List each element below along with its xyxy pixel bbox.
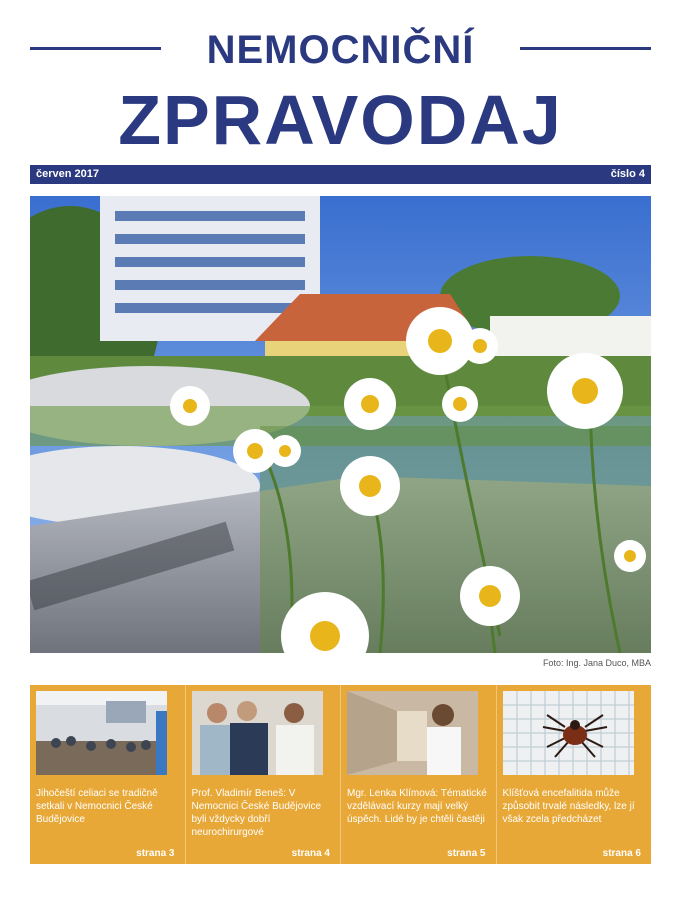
photo-credit: Foto: Ing. Jana Duco, MBA <box>542 658 651 668</box>
tick-photo <box>503 691 634 775</box>
issue-date: červen 2017 <box>36 168 99 180</box>
cover-photo <box>30 196 651 653</box>
article-page-ref: strana 6 <box>602 848 641 859</box>
issue-bar <box>30 165 651 184</box>
issue-number: číslo 4 <box>610 168 645 180</box>
article-page-ref: strana 3 <box>136 848 175 859</box>
cover-photo-illustration <box>30 196 651 653</box>
article-teasers <box>30 685 651 864</box>
article-teaser-text: Klíšťová encefalitida může způsobit trvalé následky, lze jí však zcela předcházet <box>502 788 635 825</box>
article-teaser-4[interactable] <box>497 685 652 864</box>
celiac-meeting-photo <box>36 691 167 775</box>
article-page-ref: strana 5 <box>447 848 486 859</box>
article-teaser-text: Prof. Vladimír Beneš: V Nemocnici České Budějovice byli vždycky dobří neurochirurgové <box>191 788 322 838</box>
nurse-photo <box>347 691 478 775</box>
article-teaser-3[interactable] <box>341 685 497 864</box>
article-page-ref: strana 4 <box>291 848 330 859</box>
masthead-title-line1: NEMOCNIČNÍ <box>206 28 475 72</box>
article-teaser-2[interactable] <box>186 685 342 864</box>
article-teaser-text: Jihočeští celiaci se tradičně setkali v Nemocnici České Budějovice <box>36 788 158 825</box>
surgeons-photo <box>192 691 323 775</box>
article-teaser-1[interactable] <box>30 685 186 864</box>
masthead-title-line2: ZPRAVODAJ <box>118 81 563 159</box>
article-teaser-text: Mgr. Lenka Klímová: Tématické vzdělávací kurzy mají velký úspěch. Lidé by je chtěli častěji <box>347 788 487 825</box>
